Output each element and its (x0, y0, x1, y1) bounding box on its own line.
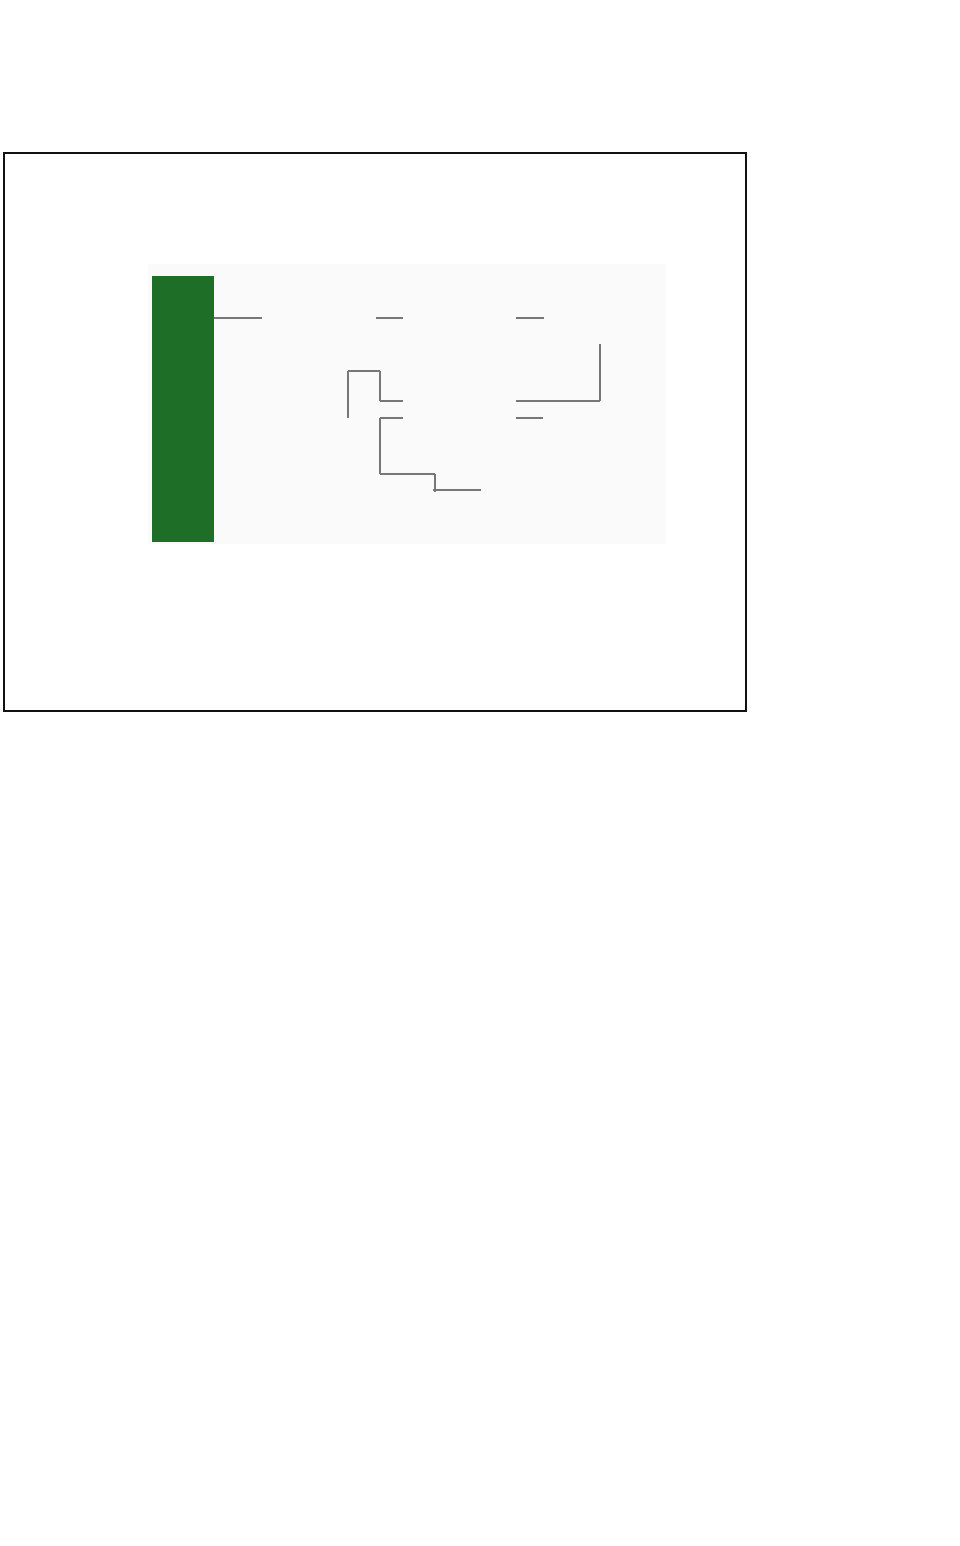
process-bar (152, 276, 214, 542)
measurement-system-diagram (148, 264, 666, 544)
slide-17 (3, 152, 747, 712)
